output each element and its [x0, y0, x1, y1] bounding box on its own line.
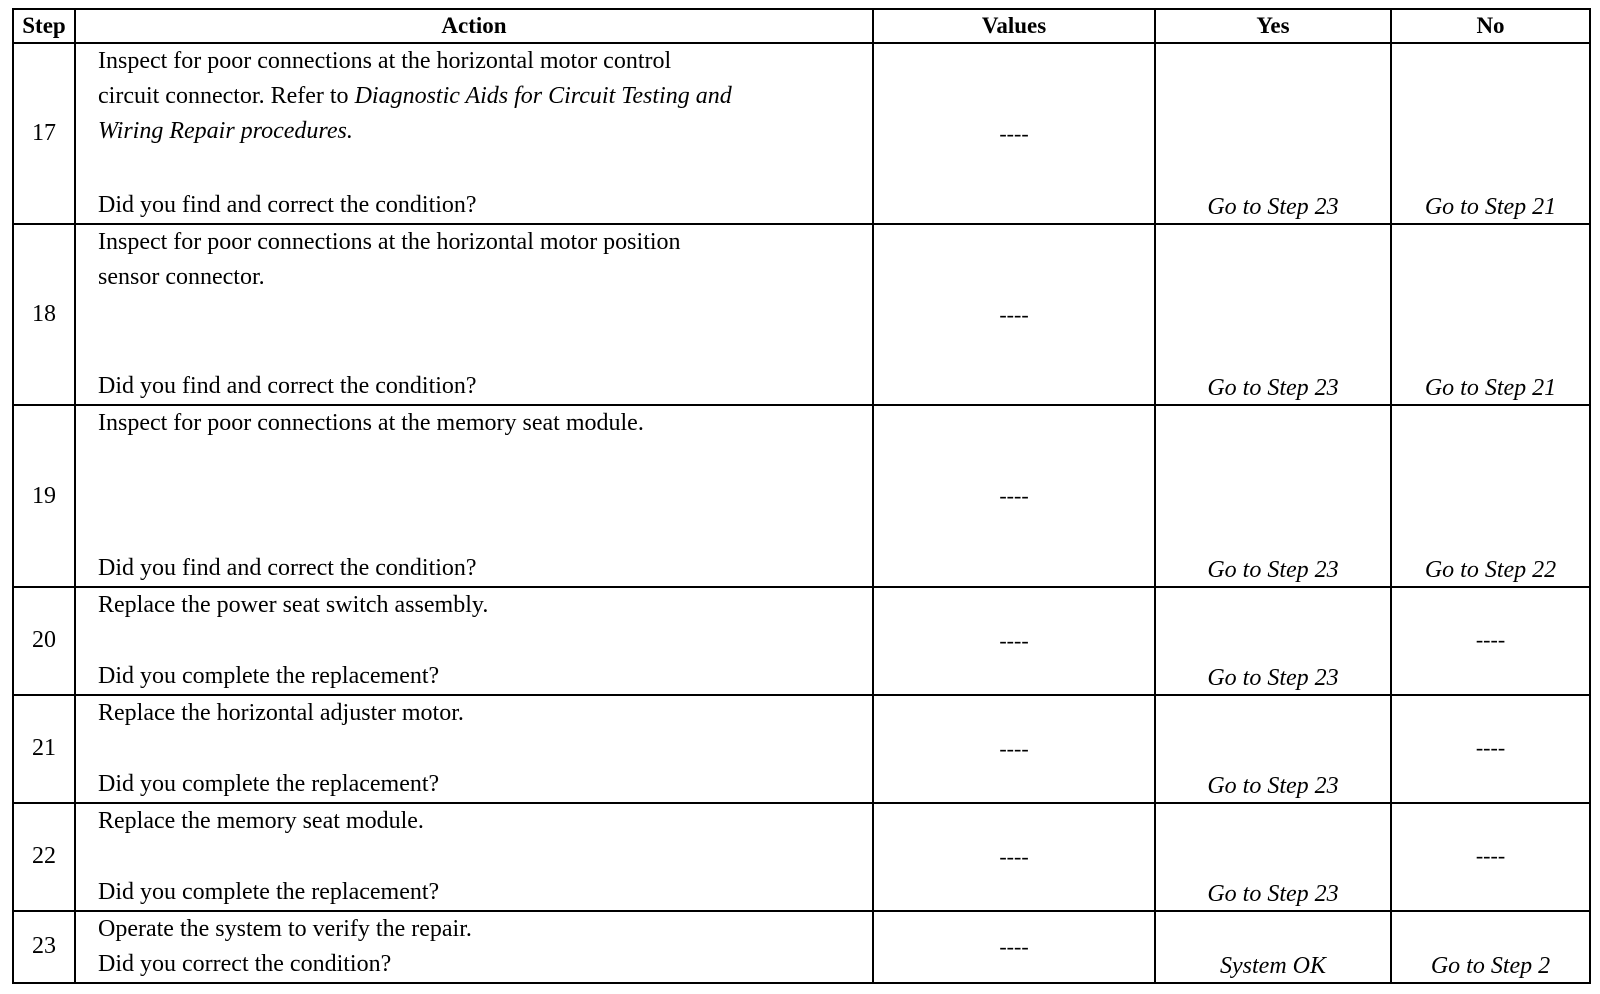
action-content: [98, 406, 872, 585]
step-number: 20: [13, 587, 75, 695]
yes-cell: Go to Step 23: [1155, 43, 1391, 224]
diagnostic-table: [12, 8, 1591, 984]
action-cell: [75, 405, 873, 586]
step-number: 22: [13, 803, 75, 911]
table-row: [13, 405, 1590, 586]
action-text: Inspect for poor connections at the horizontal motor position sensor connector.: [98, 229, 681, 291]
table-row: [13, 224, 1590, 405]
table-header-row: [13, 9, 1590, 43]
action-question: Did you find and correct the condition?: [98, 192, 477, 219]
action-cell: [75, 695, 873, 803]
action-question: Did you complete the replacement?: [98, 662, 440, 689]
step-number: 19: [13, 405, 75, 586]
values-cell: ----: [873, 803, 1155, 911]
action-content: [98, 44, 872, 223]
step-number: 17: [13, 43, 75, 224]
table-row: [13, 43, 1590, 224]
action-text: Replace the memory seat module.: [98, 807, 424, 834]
action-text: Replace the power seat switch assembly.: [98, 591, 489, 618]
action-question: Did you correct the condition?: [98, 951, 392, 977]
action-text: [98, 44, 738, 149]
no-cell: ----: [1391, 695, 1590, 803]
action-text: Replace the horizontal adjuster motor.: [98, 699, 464, 726]
header-step: Step: [13, 9, 75, 43]
action-text: Operate the system to verify the repair.: [98, 915, 472, 942]
action-content: [98, 912, 872, 982]
no-cell: ----: [1391, 803, 1590, 911]
values-cell: ----: [873, 224, 1155, 405]
action-text: Inspect for poor connections at the memory seat module.: [98, 410, 644, 437]
no-cell: Go to Step 2: [1391, 911, 1590, 983]
step-number: 23: [13, 911, 75, 983]
no-cell: Go to Step 21: [1391, 43, 1590, 224]
header-no: No: [1391, 9, 1590, 43]
yes-cell: Go to Step 23: [1155, 405, 1391, 586]
header-values: Values: [873, 9, 1155, 43]
action-content: [98, 225, 872, 404]
action-cell: [75, 803, 873, 911]
no-cell: Go to Step 21: [1391, 224, 1590, 405]
values-cell: ----: [873, 405, 1155, 586]
header-yes: Yes: [1155, 9, 1391, 43]
table-row: [13, 911, 1590, 983]
values-cell: ----: [873, 911, 1155, 983]
action-cell: [75, 43, 873, 224]
values-cell: ----: [873, 695, 1155, 803]
header-action: Action: [75, 9, 873, 43]
action-cell: [75, 224, 873, 405]
action-question: Did you complete the replacement?: [98, 770, 440, 797]
values-cell: ----: [873, 587, 1155, 695]
yes-cell: Go to Step 23: [1155, 803, 1391, 911]
step-number: 18: [13, 224, 75, 405]
table-row: [13, 803, 1590, 911]
action-question: Did you find and correct the condition?: [98, 554, 477, 581]
action-content: [98, 696, 872, 802]
no-cell: Go to Step 22: [1391, 405, 1590, 586]
table-row: [13, 695, 1590, 803]
action-cell: [75, 587, 873, 695]
action-content: [98, 588, 872, 694]
action-cell: [75, 911, 873, 983]
action-question: Did you complete the replacement?: [98, 878, 440, 905]
action-question: Did you find and correct the condition?: [98, 373, 477, 400]
action-reference: Diagnostic Aids for Circuit Testing and Wiring Repair procedures.: [98, 83, 732, 144]
yes-cell: Go to Step 23: [1155, 695, 1391, 803]
action-text-plain: Inspect for poor connections at the horizontal motor control circuit connector. Refer to: [98, 48, 672, 109]
yes-cell: Go to Step 23: [1155, 587, 1391, 695]
no-cell: ----: [1391, 587, 1590, 695]
table-row: [13, 587, 1590, 695]
action-content: [98, 804, 872, 910]
step-number: 21: [13, 695, 75, 803]
yes-cell: Go to Step 23: [1155, 224, 1391, 405]
values-cell: ----: [873, 43, 1155, 224]
yes-cell: System OK: [1155, 911, 1391, 983]
